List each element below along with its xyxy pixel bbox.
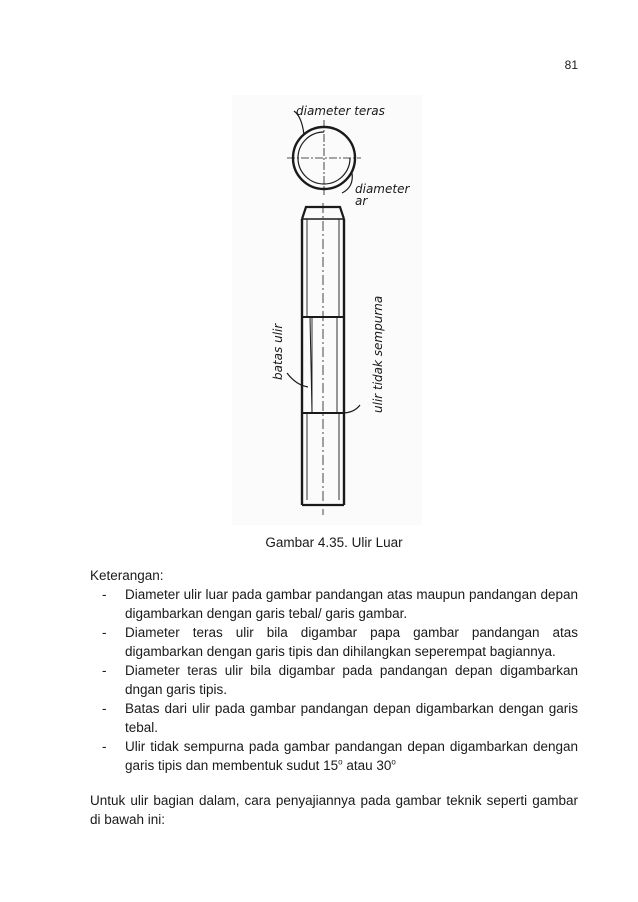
external-thread-drawing [232,95,422,525]
closing-paragraph: Untuk ulir bagian dalam, cara penyajiannya pada gambar teknik seperti gambar di bawah ini: [90,793,578,827]
label-ulir-tidak-sempurna: ulir tidak sempurna [371,295,385,413]
list-item: - Diameter teras ulir bila digambar pada pandangan depan digambarkan dngan garis tipis. [102,663,578,697]
list-item: - Ulir tidak sempurna pada gambar pandangan depan digambarkan dengan garis tipis dan membentuk sudut 15$^o$ atau 30$^o$ [102,739,578,773]
figure-caption: Gambar 4.35. Ulir Luar [265,535,403,550]
keterangan-list [90,585,578,775]
list-item-text: Batas dari ulir pada gambar pandangan depan digambarkan dengan garis tebal. [125,701,578,735]
label-diameter-luar-2: ar [355,194,368,208]
label-diameter-luar: diameter [355,182,410,196]
list-item: - Diameter teras ulir bila digambar papa gambar pandangan atas digambarkan dengan garis tipis dan dihilangkan seperempat bagiannya. [102,625,578,659]
list-item-text: Diameter teras ulir bila digambar pada pandangan depan digambarkan dngan garis tipis. [125,663,578,697]
degree-mark: o [338,757,343,767]
list-item: - Batas dari ulir pada gambar pandangan depan digambarkan dengan garis tebal. [102,701,578,735]
degree-mark: o [391,757,396,767]
label-diameter-teras: diameter teras [296,104,385,118]
page-number: 81 [564,58,578,72]
thread-figure [232,95,422,525]
list-item-text-mid: atau 30 [342,758,392,773]
list-item-text: Diameter teras ulir bila digambar papa gambar pandangan atas digambarkan dengan garis tipis dan dihilangkan seperempat bagiannya. [125,625,578,659]
list-item-text: Diameter ulir luar pada gambar pandangan atas maupun pandangan depan digambarkan dengan garis tebal/ garis gambar. [125,587,578,621]
list-item-text: Ulir tidak sempurna pada gambar pandangan depan digambarkan dengan garis tipis dan membentuk sudut 15 [125,739,578,773]
keterangan-heading: Keterangan: [90,568,164,583]
label-batas-ulir: batas ulir [271,323,285,380]
list-item: - Diameter ulir luar pada gambar pandangan atas maupun pandangan depan digambarkan dengan garis tebal/ garis gambar. [102,587,578,621]
